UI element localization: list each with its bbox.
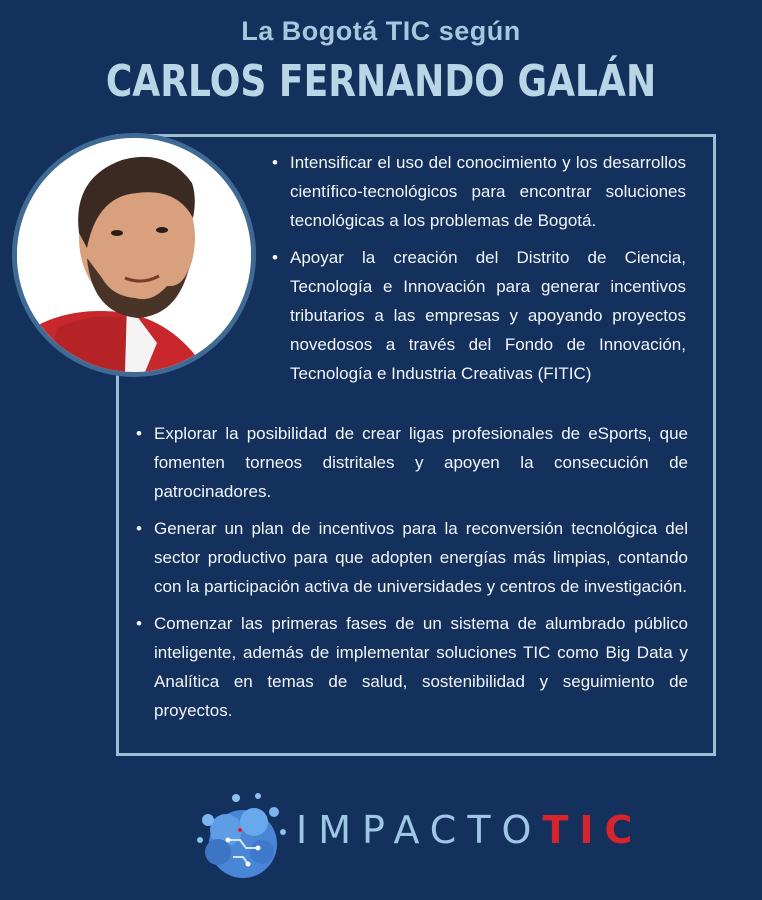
impactotic-logo (188, 782, 644, 882)
subtitle: La Bogotá TIC según (241, 16, 521, 46)
list-item: • Intensificar el uso del conocimiento y los desarrollos científico-tecnológicos para encontrar soluciones tecnológicas a los problemas de Bogotá. (270, 148, 686, 235)
list-item: • Apoyar la creación del Distrito de Ciencia, Tecnología e Innovación para generar incentivos tributarios a las empresas y apoyando proyectos novedosos a través del Fondo de Innovación, Tecnología e Industria Creativas (FITIC) (270, 243, 686, 388)
logo-wordmark (296, 808, 643, 852)
page-title: CARLOS FERNANDO GALÁN (105, 56, 657, 107)
bubble-circuit-icon (188, 782, 298, 882)
logo-word-impacto: IMPACTO (296, 808, 543, 852)
bullet-list-top (270, 148, 686, 396)
list-item: • Generar un plan de incentivos para la reconversión tecnológica del sector productivo para que adopten energías más limpias, contando con la participación activa de universidades y centros de investigación. (134, 514, 688, 601)
bullet-list-bottom (134, 419, 688, 733)
portrait-photo (12, 133, 256, 377)
portrait-illustration (17, 138, 251, 372)
list-item: • Explorar la posibilidad de crear ligas profesionales de eSports, que fomenten torneos distritales y apoyen la consecución de patrocinadores. (134, 419, 688, 506)
list-item: • Comenzar las primeras fases de un sistema de alumbrado público inteligente, además de implementar soluciones TIC como Big Data y Analítica en temas de salud, sostenibilidad y seguimiento de proyectos. (134, 609, 688, 725)
logo-word-tic: TIC (542, 808, 644, 852)
